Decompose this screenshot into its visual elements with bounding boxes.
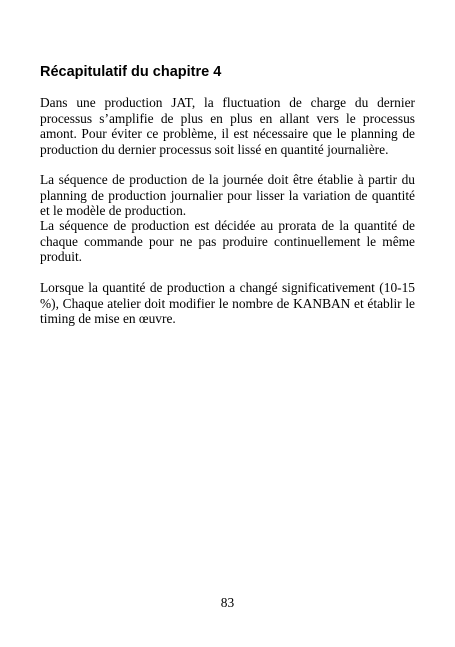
paragraph-sequence-prorata: La séquence de production est décidée au prorata de la quantité de chaque commande pour ne pas produire continuellement le même produit. xyxy=(40,218,415,265)
paragraph-daily-sequence: La séquence de production de la journée doit être établie à partir du planning de production journalier pour lisser la variation de quantité et le modèle de production. xyxy=(40,172,415,219)
paragraph-kanban-change: Lorsque la quantité de production a changé significativement (10-15 %), Chaque atelier doit modifier le nombre de KANBAN et établir le timing de mise en œuvre. xyxy=(40,280,415,327)
paragraph-load-fluctuation: Dans une production JAT, la fluctuation de charge du dernier processus s’amplifie de plus en plus en allant vers le processus amont. Pour éviter ce problème, il est nécessaire que le planning de production du dernier processus soit lissé en quantité journalière. xyxy=(40,95,415,157)
chapter-summary-heading: Récapitulatif du chapitre 4 xyxy=(40,64,222,80)
page-number: 83 xyxy=(220,595,235,610)
